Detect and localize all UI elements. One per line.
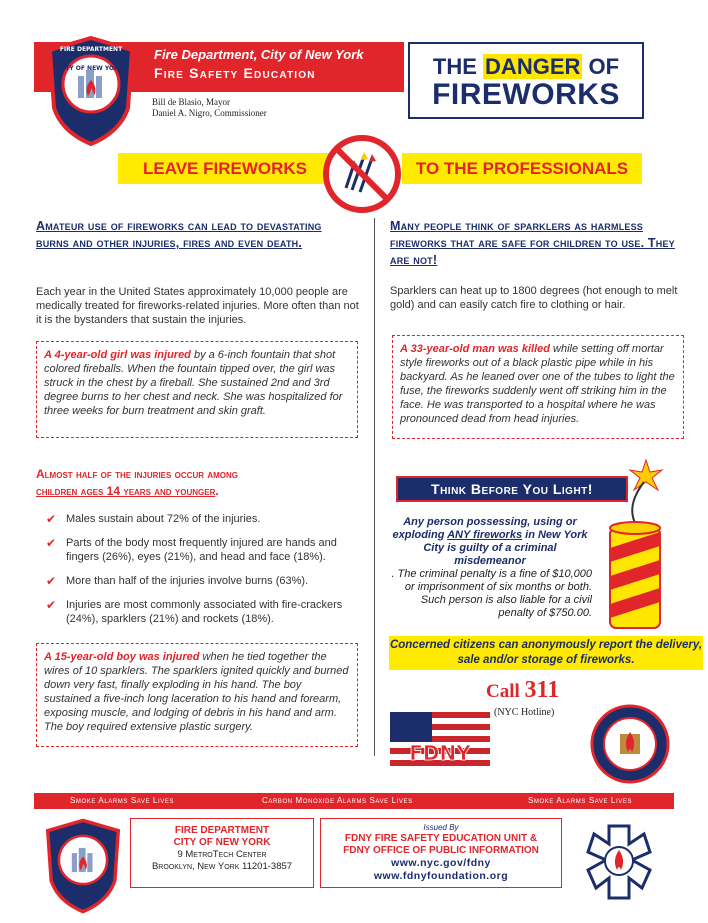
issued-line-2: FDNY OFFICE OF PUBLIC INFORMATION [343,845,539,856]
fdny-badge-logo [48,36,134,146]
law-part-a: Any person possessing, using or exploding [392,516,577,541]
footer-smoke-alarms-left: Smoke Alarms Save Lives [70,796,175,805]
no-fireworks-icon [322,134,402,214]
logo-city-text: CITY OF NEW YORK [58,65,124,72]
sparklers-paragraph: Sparklers can heat up to 1800 degrees (hot enough to melt gold) and can easily catch fire to clothing or hair. [390,285,678,311]
title-post: OF [582,54,620,79]
half-injuries-heading [36,466,366,500]
address-street: 9 MetroTech Center [177,849,267,860]
nyc-fdny-link[interactable]: www.nyc.gov/fdny [391,857,491,869]
checkmark-icon: ✔ [46,574,57,588]
sparklers-heading: Many people think of sparklers as harmless fireworks that are safe for children to use. They are not! [390,219,675,267]
checkmark-icon: ✔ [46,536,57,550]
fdny-flag-image [390,712,490,776]
column-divider [374,218,375,756]
fire-investigation-seal [590,704,670,784]
mayor-line: Bill de Blasio, Mayor [152,97,230,107]
story-girl-lead: A 4-year-old girl was injured [44,349,191,361]
checkmark-icon: ✔ [46,512,57,526]
officials [152,97,267,119]
law-penalty: . The criminal penalty is a fine of $10,000 or imprisonment of six months or both. Such person is also liable for a civil penalty of $750.00. [391,568,592,619]
title-box [408,42,644,119]
issued-line-1: FDNY FIRE SAFETY EDUCATION UNIT & [344,833,538,844]
law-bold [388,516,592,568]
story-boy-box [36,643,358,747]
title-highlight: DANGER [485,54,581,79]
department-name: Fire Department, City of New York [154,47,364,62]
fire-safety-education-title: Fire Safety Education [154,65,316,81]
story-boy-text: when he tied together the wires of 10 sparklers. The sparklers ignited quickly and burned down very fast, finally exploding in his hand. The boy sustained a five-inch long laceration to his hand and forearm, exposing muscle, and lodging of debris in his hand and arm. The boy required extensive plastic surgery. [44,651,349,733]
firecracker-icon [594,458,668,634]
injury-stats-list [36,512,366,636]
list-item [36,574,366,588]
address-city: CITY OF NEW YORK [173,837,271,848]
checkmark-icon: ✔ [46,598,57,612]
concerned-citizens-notice: Concerned citizens can anonymously report the delivery, sale and/or storage of fireworks. [389,636,703,670]
address-dept: FIRE DEPARTMENT [174,825,270,836]
list-item [36,512,366,526]
think-before-you-light-banner: Think Before You Light! [396,476,628,502]
leave-fireworks-banner: LEAVE FIREWORKS [118,153,332,184]
amateur-use-heading: Amateur use of fireworks can lead to devastating burns and other injuries, fires and even death. [36,219,322,250]
issued-by-box [320,818,562,888]
nyc-hotline-label: (NYC Hotline) [494,707,555,718]
to-professionals-banner: TO THE PROFESSIONALS [402,153,642,184]
list-item [36,536,366,564]
title-line-1 [410,54,642,80]
story-man-lead: A 33-year-old man was killed [400,343,550,355]
address-box [130,818,314,888]
story-girl-box [36,341,358,438]
call-word: Call [486,681,525,702]
call-311 [486,677,559,704]
list-item [36,598,366,626]
title-pre: THE [432,54,484,79]
half-heading-line2: children ages 14 years and younger [36,484,216,498]
intro-paragraph: Each year in the United States approximately 10,000 people are medically treated for fireworks-related injuries. More often than not it is the bystanders that sustain the injuries. [36,286,359,326]
flag-fdny-text: FDNY [409,741,471,765]
fireworks-law-text [388,516,592,620]
half-heading-period: . [215,484,219,498]
story-girl-text: by a 6-inch fountain that shot colored fireballs. When the fountain tipped over, the girl was struck in the chest by a fireball. She sustained 2nd and 3rd degree burns to her chest and neck. She was hospitalized for three weeks for burn treatment and skin graft. [44,349,343,417]
law-any-fireworks: ANY fireworks [447,529,523,541]
bullet-text: Injuries are most commonly associated with fire-crackers (24%), sparklers (21%) and rockets (18%). [66,599,343,625]
law-part-b: in New York City is guilty of a criminal misdemeanor [423,529,588,567]
title-fireworks: FIREWORKS [432,78,620,111]
footer-smoke-alarms-right: Smoke Alarms Save Lives [528,796,633,805]
half-heading-line1: Almost half of the injuries occur among [36,467,238,481]
issued-by-label: Issued By [423,823,459,832]
fdny-footer-badge [46,818,120,914]
story-man-text: while setting off mortar style fireworks out of a black plastic pipe while in his backyard. As he leaned over one of the tubes to light the fuse, the fireworks suddenly went off striking him in the face. He was transported to a hospital where he was pronounced dead from head injuries. [400,343,675,425]
call-number: 311 [524,677,560,703]
logo-dept-text: FIRE DEPARTMENT [59,46,123,53]
footer-co-alarms: Carbon Monoxide Alarms Save Lives [262,796,413,805]
commissioner-line: Daniel A. Nigro, Commissioner [152,108,267,118]
story-man-box [392,335,684,439]
bullet-text: More than half of the injuries involve burns (63%). [66,575,309,587]
fdny-foundation-link[interactable]: www.fdnyfoundation.org [373,870,509,882]
fdny-foundation-cross-logo [584,822,654,902]
bullet-text: Parts of the body most frequently injured are hands and fingers (26%), eyes (21%), and head and face (18%). [66,537,337,563]
address-city-zip: Brooklyn, New York 11201-3857 [151,861,293,872]
bullet-text: Males sustain about 72% of the injuries. [66,513,261,525]
story-boy-lead: A 15-year-old boy was injured [44,651,200,663]
